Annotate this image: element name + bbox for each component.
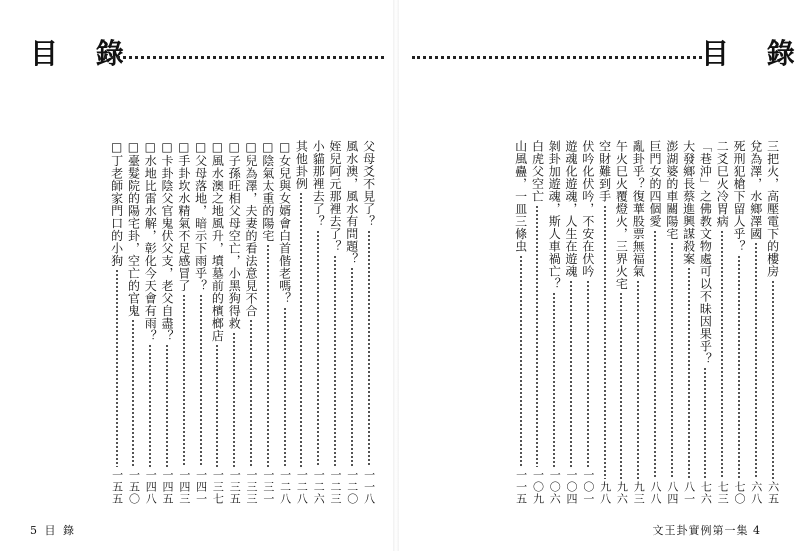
toc-entry-page-number: 一三五 — [228, 469, 242, 505]
toc-entry-title: □手卦坎水精氣不足感冒了 — [176, 140, 191, 292]
toc-entry — [125, 140, 142, 505]
toc-leader-dots — [183, 294, 185, 467]
toc-entry — [310, 140, 327, 505]
toc-entry-page-number: 一五五 — [110, 469, 124, 505]
left-page — [0, 0, 395, 551]
toc-entry-page-number: 九三 — [632, 481, 646, 505]
toc-leader-dots — [216, 344, 218, 467]
toc-entry — [226, 140, 243, 505]
toc-leader-dots — [233, 332, 235, 468]
toc-entry-page-number: 一一五 — [514, 469, 528, 505]
toc-entry-title: 剝卦加遊魂，斯人車禍亡？ — [547, 140, 562, 290]
toc-leader-dots — [284, 307, 286, 468]
toc-entry — [714, 140, 731, 505]
toc-entry — [546, 140, 563, 505]
toc-entry-title: □臺髮院的陽宅卦，空亡的官鬼 — [126, 140, 141, 317]
toc-entry — [697, 140, 714, 505]
toc-leader-dots — [688, 267, 690, 479]
toc-entry — [563, 140, 580, 505]
toc-entry-title: □水地比雷水解，彰化今天會有雨？ — [143, 140, 158, 342]
toc-entry-title: □子孫旺相父母空亡，小黑狗得救 — [227, 140, 242, 330]
toc-leader-dots — [351, 267, 353, 467]
toc-leader-dots — [200, 294, 202, 467]
toc-entry-title: 大發鄉長蔡進興謀殺案 — [681, 140, 696, 265]
toc-list — [421, 140, 781, 505]
toc-leader-dots — [536, 205, 538, 468]
page-footer: 5 目 錄 — [30, 524, 76, 537]
toc-entry-title: □陰氣太重的陽宅 — [260, 140, 275, 242]
toc-entry — [192, 140, 209, 505]
page-title: 目 錄 — [30, 37, 138, 70]
toc-leader-dots — [620, 292, 622, 479]
toc-entry-title: □丁老師家門口的小狗 — [109, 140, 124, 267]
toc-leader-dots — [637, 280, 639, 480]
toc-entry-page-number: 一四八 — [144, 469, 158, 505]
toc-entry-title: □父母落地，暗示下雨乎？ — [193, 140, 208, 292]
toc-entry-page-number: 一四三 — [177, 469, 191, 505]
toc-entry-page-number: 七三 — [716, 481, 730, 505]
toc-entry-title: □兒為澤，夫妻的看法意見不合 — [244, 140, 259, 317]
toc-entry-page-number: 六五 — [766, 481, 780, 505]
toc-entry-page-number: 一二八 — [295, 469, 309, 505]
toc-entry — [731, 140, 748, 505]
toc-leader-dots — [149, 344, 151, 467]
toc-entry — [680, 140, 697, 505]
toc-entry-title: 姪兒阿元那裡去了？ — [328, 140, 342, 253]
toc-entry-title: 二爻巳火冷胃病 — [715, 140, 730, 228]
toc-entry — [293, 140, 310, 505]
toc-entry-page-number: 一〇九 — [531, 469, 545, 505]
toc-leader-dots — [267, 244, 269, 467]
toc-leader-dots — [755, 242, 757, 479]
toc-entry-page-number: 一四五 — [161, 469, 175, 505]
toc-entry-page-number: 一五〇 — [127, 469, 141, 505]
toc-leader-dots — [166, 344, 168, 467]
toc-entry — [663, 140, 680, 505]
toc-entry-title: 死刑犯槍下留人乎？ — [732, 140, 746, 253]
toc-entry-title: 小貓那裡去了？ — [311, 140, 326, 228]
toc-leader-dots — [570, 280, 572, 468]
toc-entry-title: 父母爻不見了？ — [361, 140, 376, 228]
toc-entry — [343, 140, 360, 505]
toc-entry-title: 「巷沖」之佛教文物處可以不昧因果乎？ — [698, 140, 713, 365]
toc-entry-title: 山風蠱，一皿三條虫 — [513, 140, 528, 253]
toc-list — [27, 140, 377, 505]
toc-entry-title: 澎湖婆的車關陽宅 — [664, 140, 679, 240]
toc-entry-page-number: 一〇一 — [581, 469, 595, 505]
toc-leader-dots — [654, 230, 656, 480]
toc-leader-dots — [317, 230, 319, 468]
toc-entry — [243, 140, 260, 505]
toc-leader-dots — [604, 205, 606, 480]
toc-entry-page-number: 八八 — [649, 481, 663, 505]
toc-entry — [175, 140, 192, 505]
toc-entry — [630, 140, 647, 505]
toc-leader-dots — [334, 255, 336, 468]
toc-entry — [613, 140, 630, 505]
toc-entry-title: 兌為澤，水鄉澤國 — [748, 140, 763, 240]
toc-entry-title: 白虎父空亡 — [530, 140, 545, 203]
toc-entry-page-number: 一〇四 — [565, 469, 579, 505]
toc-entry — [360, 140, 377, 505]
toc-entry-page-number: 九六 — [615, 481, 629, 505]
toc-entry — [747, 140, 764, 505]
page-title: 目 錄 — [701, 37, 809, 70]
toc-entry — [108, 140, 125, 505]
toc-leader-dots — [116, 269, 118, 467]
toc-leader-dots — [587, 280, 589, 468]
toc-entry-page-number: 一三三 — [245, 469, 259, 505]
toc-entry-page-number: 一二八 — [278, 469, 292, 505]
toc-entry-title: 巨門女的四個愛 — [648, 140, 663, 228]
toc-entry-page-number: 一一八 — [362, 469, 376, 505]
toc-entry-page-number: 九八 — [598, 481, 612, 505]
toc-leader-dots — [553, 292, 555, 467]
toc-entry-title: 遊魂化遊魂，人生在遊魂 — [564, 140, 579, 278]
toc-entry-title: 三把火，高壓電下的樓房 — [765, 140, 780, 278]
toc-entry — [276, 140, 293, 505]
toc-entry-title: 午火巳火覆燈火，三界火宅 — [614, 140, 629, 290]
page-footer: 文王卦實例第一集 4 — [652, 524, 761, 537]
toc-entry-title: □卡卦陰父官鬼伏父支，老父自盡？ — [160, 140, 175, 342]
toc-entry — [209, 140, 226, 505]
toc-entry-title: 風水澳，風水有問題？ — [344, 140, 359, 265]
toc-entry-title: 亂卦乎？復華股票無福氣 — [631, 140, 646, 278]
toc-leader-dots — [738, 255, 740, 480]
toc-leader-dots — [520, 255, 522, 468]
toc-entry-page-number: 一四一 — [194, 469, 208, 505]
toc-entry-page-number: 八四 — [665, 481, 679, 505]
toc-entry — [512, 140, 529, 505]
toc-leader-dots — [300, 192, 302, 467]
toc-entry-title: 伏吟化伏吟，不安在伏吟 — [580, 140, 595, 278]
toc-entry — [647, 140, 664, 505]
title-dotted-rule — [104, 56, 384, 59]
toc-entry — [764, 140, 781, 505]
toc-entry-page-number: 一〇六 — [548, 469, 562, 505]
toc-leader-dots — [250, 319, 252, 467]
toc-leader-dots — [772, 280, 774, 480]
toc-entry-title: □風水澳之地風升，墳墓前的檳榔店 — [210, 140, 225, 342]
toc-entry-page-number: 一二六 — [312, 469, 326, 505]
toc-entry — [327, 140, 344, 505]
toc-leader-dots — [704, 367, 706, 479]
toc-leader-dots — [721, 230, 723, 480]
toc-entry-page-number: 一二三 — [329, 469, 342, 505]
toc-leader-dots — [671, 242, 673, 479]
toc-entry — [596, 140, 613, 505]
toc-entry-page-number: 六八 — [749, 481, 763, 505]
toc-entry — [529, 140, 546, 505]
toc-entry-page-number: 一三七 — [211, 469, 225, 505]
toc-entry-title: 其他卦例 — [294, 140, 309, 190]
toc-entry-title: □女兒與女婿會白首偕老嗎？ — [277, 140, 292, 305]
toc-entry-page-number: 七〇 — [733, 481, 746, 505]
toc-leader-dots — [132, 319, 134, 467]
toc-entry — [579, 140, 596, 505]
right-page — [398, 0, 809, 551]
toc-entry — [259, 140, 276, 505]
toc-entry — [159, 140, 176, 505]
toc-entry-page-number: 八一 — [682, 481, 696, 505]
toc-entry-page-number: 一二〇 — [345, 469, 359, 505]
toc-entry-page-number: 七六 — [699, 481, 713, 505]
toc-leader-dots — [368, 230, 370, 468]
title-dotted-rule — [412, 56, 702, 59]
toc-entry-page-number: 一三一 — [261, 469, 275, 505]
toc-entry — [142, 140, 159, 505]
toc-entry-title: 空財難到手 — [597, 140, 612, 203]
